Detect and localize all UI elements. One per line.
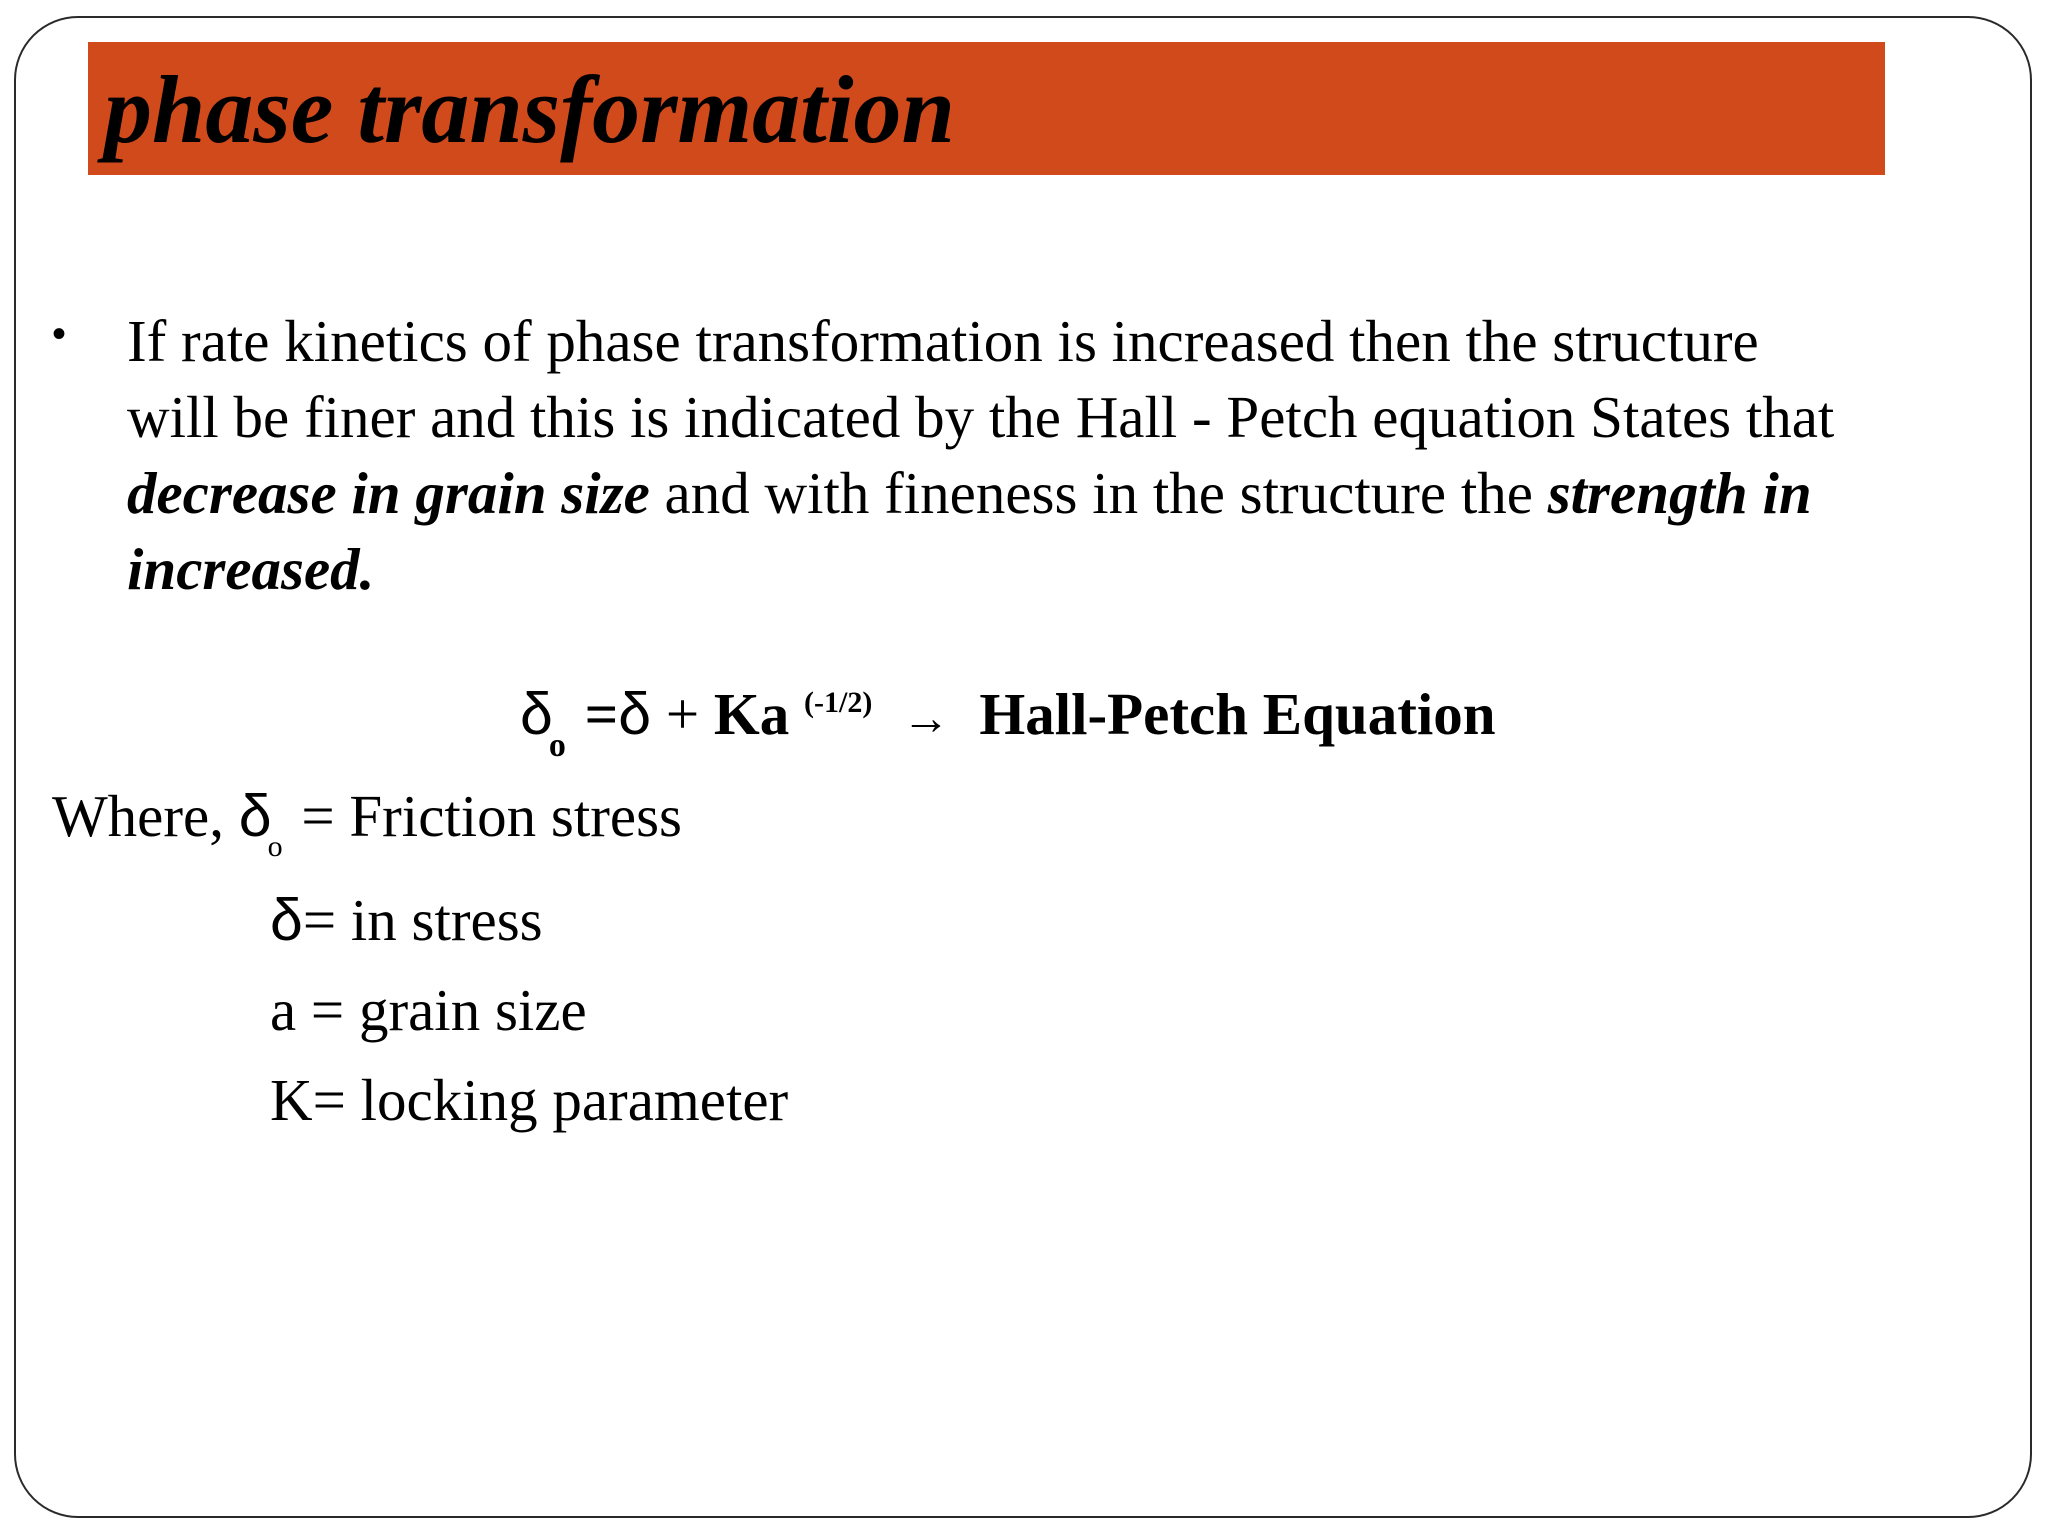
eq-equals: = (584, 681, 619, 747)
eq-lhs-subscript: o (548, 727, 566, 764)
arrow-icon: → (901, 692, 950, 745)
stress-symbol: δ (270, 887, 303, 953)
emphasis-strength: strength in (1547, 460, 1812, 526)
paragraph-line-1: If rate kinetics of phase transformation is increased then the structure (127, 308, 1759, 374)
title-bar (88, 42, 1885, 175)
eq-name: Hall-Petch Equation (979, 681, 1496, 747)
bullet-icon: • (52, 312, 67, 356)
friction-symbol: δ (238, 783, 272, 849)
friction-subscript: o (267, 830, 283, 863)
eq-exponent: (-1/2) (804, 686, 873, 719)
stress-text: = in stress (302, 887, 543, 953)
paragraph-line-3 (127, 455, 2017, 531)
slide-title: phase transformation (104, 56, 955, 163)
eq-lhs-symbol: δ (520, 681, 553, 747)
emphasis-grain-size: decrease in grain size (127, 460, 650, 526)
definition-friction (52, 778, 682, 865)
definition-stress (270, 882, 543, 958)
where-prefix: Where, (52, 783, 239, 849)
definition-grain-size: a = grain size (270, 977, 587, 1043)
definition-locking-parameter: K= locking parameter (270, 1067, 789, 1133)
eq-term: Ka (713, 681, 790, 747)
eq-plus: + (665, 681, 700, 747)
friction-text: = Friction stress (301, 783, 683, 849)
paragraph-line-3-mid: and with fineness in the structure the (649, 460, 1548, 526)
bullet-paragraph (127, 303, 2017, 607)
paragraph-line-2: will be finer and this is indicated by the Hall - Petch equation States that (127, 384, 1835, 450)
eq-rhs-symbol: δ (618, 681, 652, 747)
hall-petch-equation (520, 676, 1496, 763)
slide-frame (14, 16, 2032, 1518)
paragraph-line-4: increased. (127, 536, 375, 602)
